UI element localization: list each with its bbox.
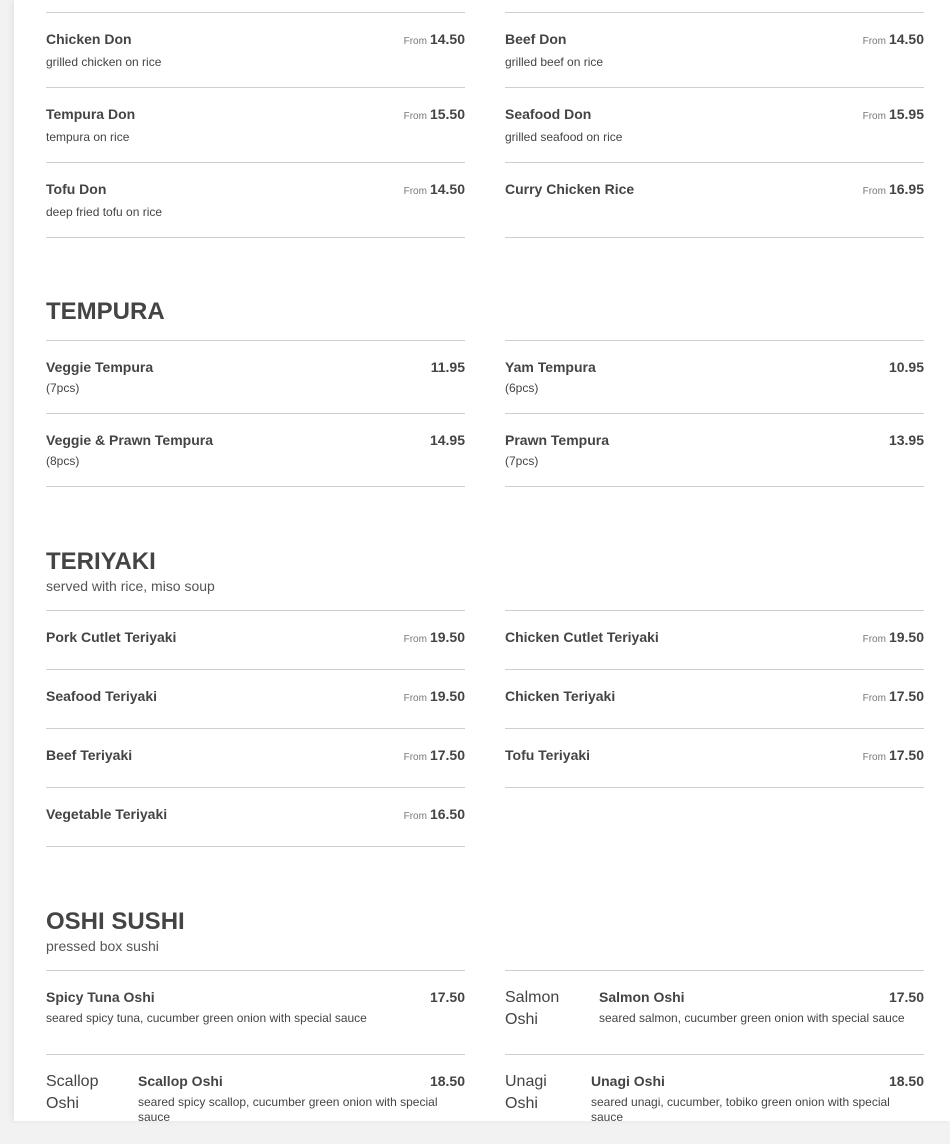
item-price: From 14.50 <box>403 31 465 47</box>
menu-item[interactable] <box>46 610 465 669</box>
section-title: OSHI SUSHI <box>46 908 185 935</box>
menu-item[interactable] <box>46 728 465 787</box>
item-name: Vegetable Teriyaki <box>46 806 168 822</box>
menu-item[interactable] <box>505 970 924 1054</box>
item-name: Unagi Oshi <box>591 1073 665 1089</box>
item-description: tempura on rice <box>46 130 130 144</box>
menu-item[interactable] <box>505 162 924 238</box>
menu-item[interactable] <box>505 610 924 669</box>
item-price: 18.50 <box>888 1073 924 1089</box>
oshi-section <box>46 908 924 1144</box>
menu-item[interactable] <box>46 87 465 162</box>
menu-item[interactable] <box>46 12 465 87</box>
item-name: Beef Teriyaki <box>46 747 133 763</box>
menu-item[interactable] <box>46 413 465 487</box>
item-name: Salmon Oshi <box>599 989 685 1005</box>
item-price: From 17.50 <box>862 747 924 763</box>
item-name: Seafood Teriyaki <box>46 688 158 704</box>
item-name: Curry Chicken Rice <box>505 181 635 197</box>
oshi-left-column <box>46 970 465 1144</box>
menu-page <box>14 0 950 1124</box>
item-description: grilled seafood on rice <box>505 130 623 144</box>
item-name: Pork Cutlet Teriyaki <box>46 629 177 645</box>
item-price: From 14.50 <box>862 31 924 47</box>
section-title: TEMPURA <box>46 298 165 325</box>
item-price: 11.95 <box>430 359 465 375</box>
section-subtitle: pressed box sushi <box>46 938 159 954</box>
item-description: seared spicy scallop, cucumber green onion with special sauce <box>138 1095 438 1124</box>
menu-item[interactable] <box>46 1054 465 1144</box>
item-name: Seafood Don <box>505 106 592 122</box>
item-description: (8pcs) <box>46 454 80 468</box>
item-description: grilled chicken on rice <box>46 55 162 69</box>
item-name: Prawn Tempura <box>505 432 609 448</box>
item-name: Chicken Cutlet Teriyaki <box>505 629 659 645</box>
section-subtitle: served with rice, miso soup <box>46 578 215 594</box>
item-description: (6pcs) <box>505 381 539 395</box>
item-price: 17.50 <box>429 989 465 1005</box>
menu-item[interactable] <box>46 669 465 728</box>
don-left-column <box>46 12 465 238</box>
item-image: Salmon Oshi <box>505 989 560 1028</box>
don-right-column <box>505 12 924 238</box>
tempura-right-column <box>505 340 924 487</box>
item-description: seared spicy tuna, cucumber green onion with special sauce <box>46 1011 367 1025</box>
menu-item[interactable] <box>505 728 924 788</box>
menu-item[interactable] <box>46 787 465 847</box>
item-price: 14.95 <box>429 432 465 448</box>
tempura-left-column <box>46 340 465 487</box>
menu-item[interactable] <box>505 12 924 87</box>
item-name: Chicken Don <box>46 31 132 47</box>
item-price: From 16.50 <box>403 806 465 822</box>
menu-item[interactable] <box>505 413 924 487</box>
menu-item[interactable] <box>505 1054 924 1144</box>
item-name: Chicken Teriyaki <box>505 688 616 704</box>
item-price: From 19.50 <box>403 688 465 704</box>
item-description: deep fried tofu on rice <box>46 205 163 219</box>
item-price: From 15.95 <box>862 106 924 122</box>
item-image: Scallop Oshi <box>46 1073 99 1112</box>
item-price: From 14.50 <box>403 181 465 197</box>
item-name: Tempura Don <box>46 106 136 122</box>
menu-item[interactable] <box>46 340 465 413</box>
don-section <box>46 12 924 238</box>
item-price: From 17.50 <box>403 747 465 763</box>
menu-item[interactable] <box>505 340 924 413</box>
teriyaki-section <box>46 548 924 847</box>
teriyaki-right-column <box>505 610 924 847</box>
item-image: Unagi Oshi <box>505 1073 547 1112</box>
menu-item[interactable] <box>505 87 924 162</box>
item-price: From 19.50 <box>862 629 924 645</box>
item-price: From 19.50 <box>403 629 465 645</box>
item-name: Beef Don <box>505 31 567 47</box>
item-name: Yam Tempura <box>505 359 596 375</box>
menu-item[interactable] <box>46 162 465 238</box>
menu-item[interactable] <box>46 970 465 1054</box>
section-title: TERIYAKI <box>46 548 156 575</box>
item-name: Tofu Teriyaki <box>505 747 591 763</box>
item-description: (7pcs) <box>46 381 80 395</box>
item-price: From 15.50 <box>403 106 465 122</box>
item-price: 10.95 <box>888 359 924 375</box>
item-price: From 17.50 <box>862 688 924 704</box>
teriyaki-left-column <box>46 610 465 847</box>
item-price: 18.50 <box>429 1073 465 1089</box>
item-name: Scallop Oshi <box>138 1073 223 1089</box>
item-description: seared unagi, cucumber, tobiko green onion with special sauce <box>591 1095 890 1124</box>
item-name: Tofu Don <box>46 181 107 197</box>
oshi-right-column <box>505 970 924 1144</box>
item-name: Veggie & Prawn Tempura <box>46 432 214 448</box>
tempura-section <box>46 298 924 487</box>
item-price: 17.50 <box>888 989 924 1005</box>
item-price: From 16.95 <box>862 181 924 197</box>
menu-item[interactable] <box>505 669 924 728</box>
item-name: Veggie Tempura <box>46 359 154 375</box>
item-name: Spicy Tuna Oshi <box>46 989 155 1005</box>
item-description: seared salmon, cucumber green onion with special sauce <box>599 1011 905 1025</box>
item-price: 13.95 <box>888 432 924 448</box>
item-description: (7pcs) <box>505 454 539 468</box>
item-description: grilled beef on rice <box>505 55 604 69</box>
